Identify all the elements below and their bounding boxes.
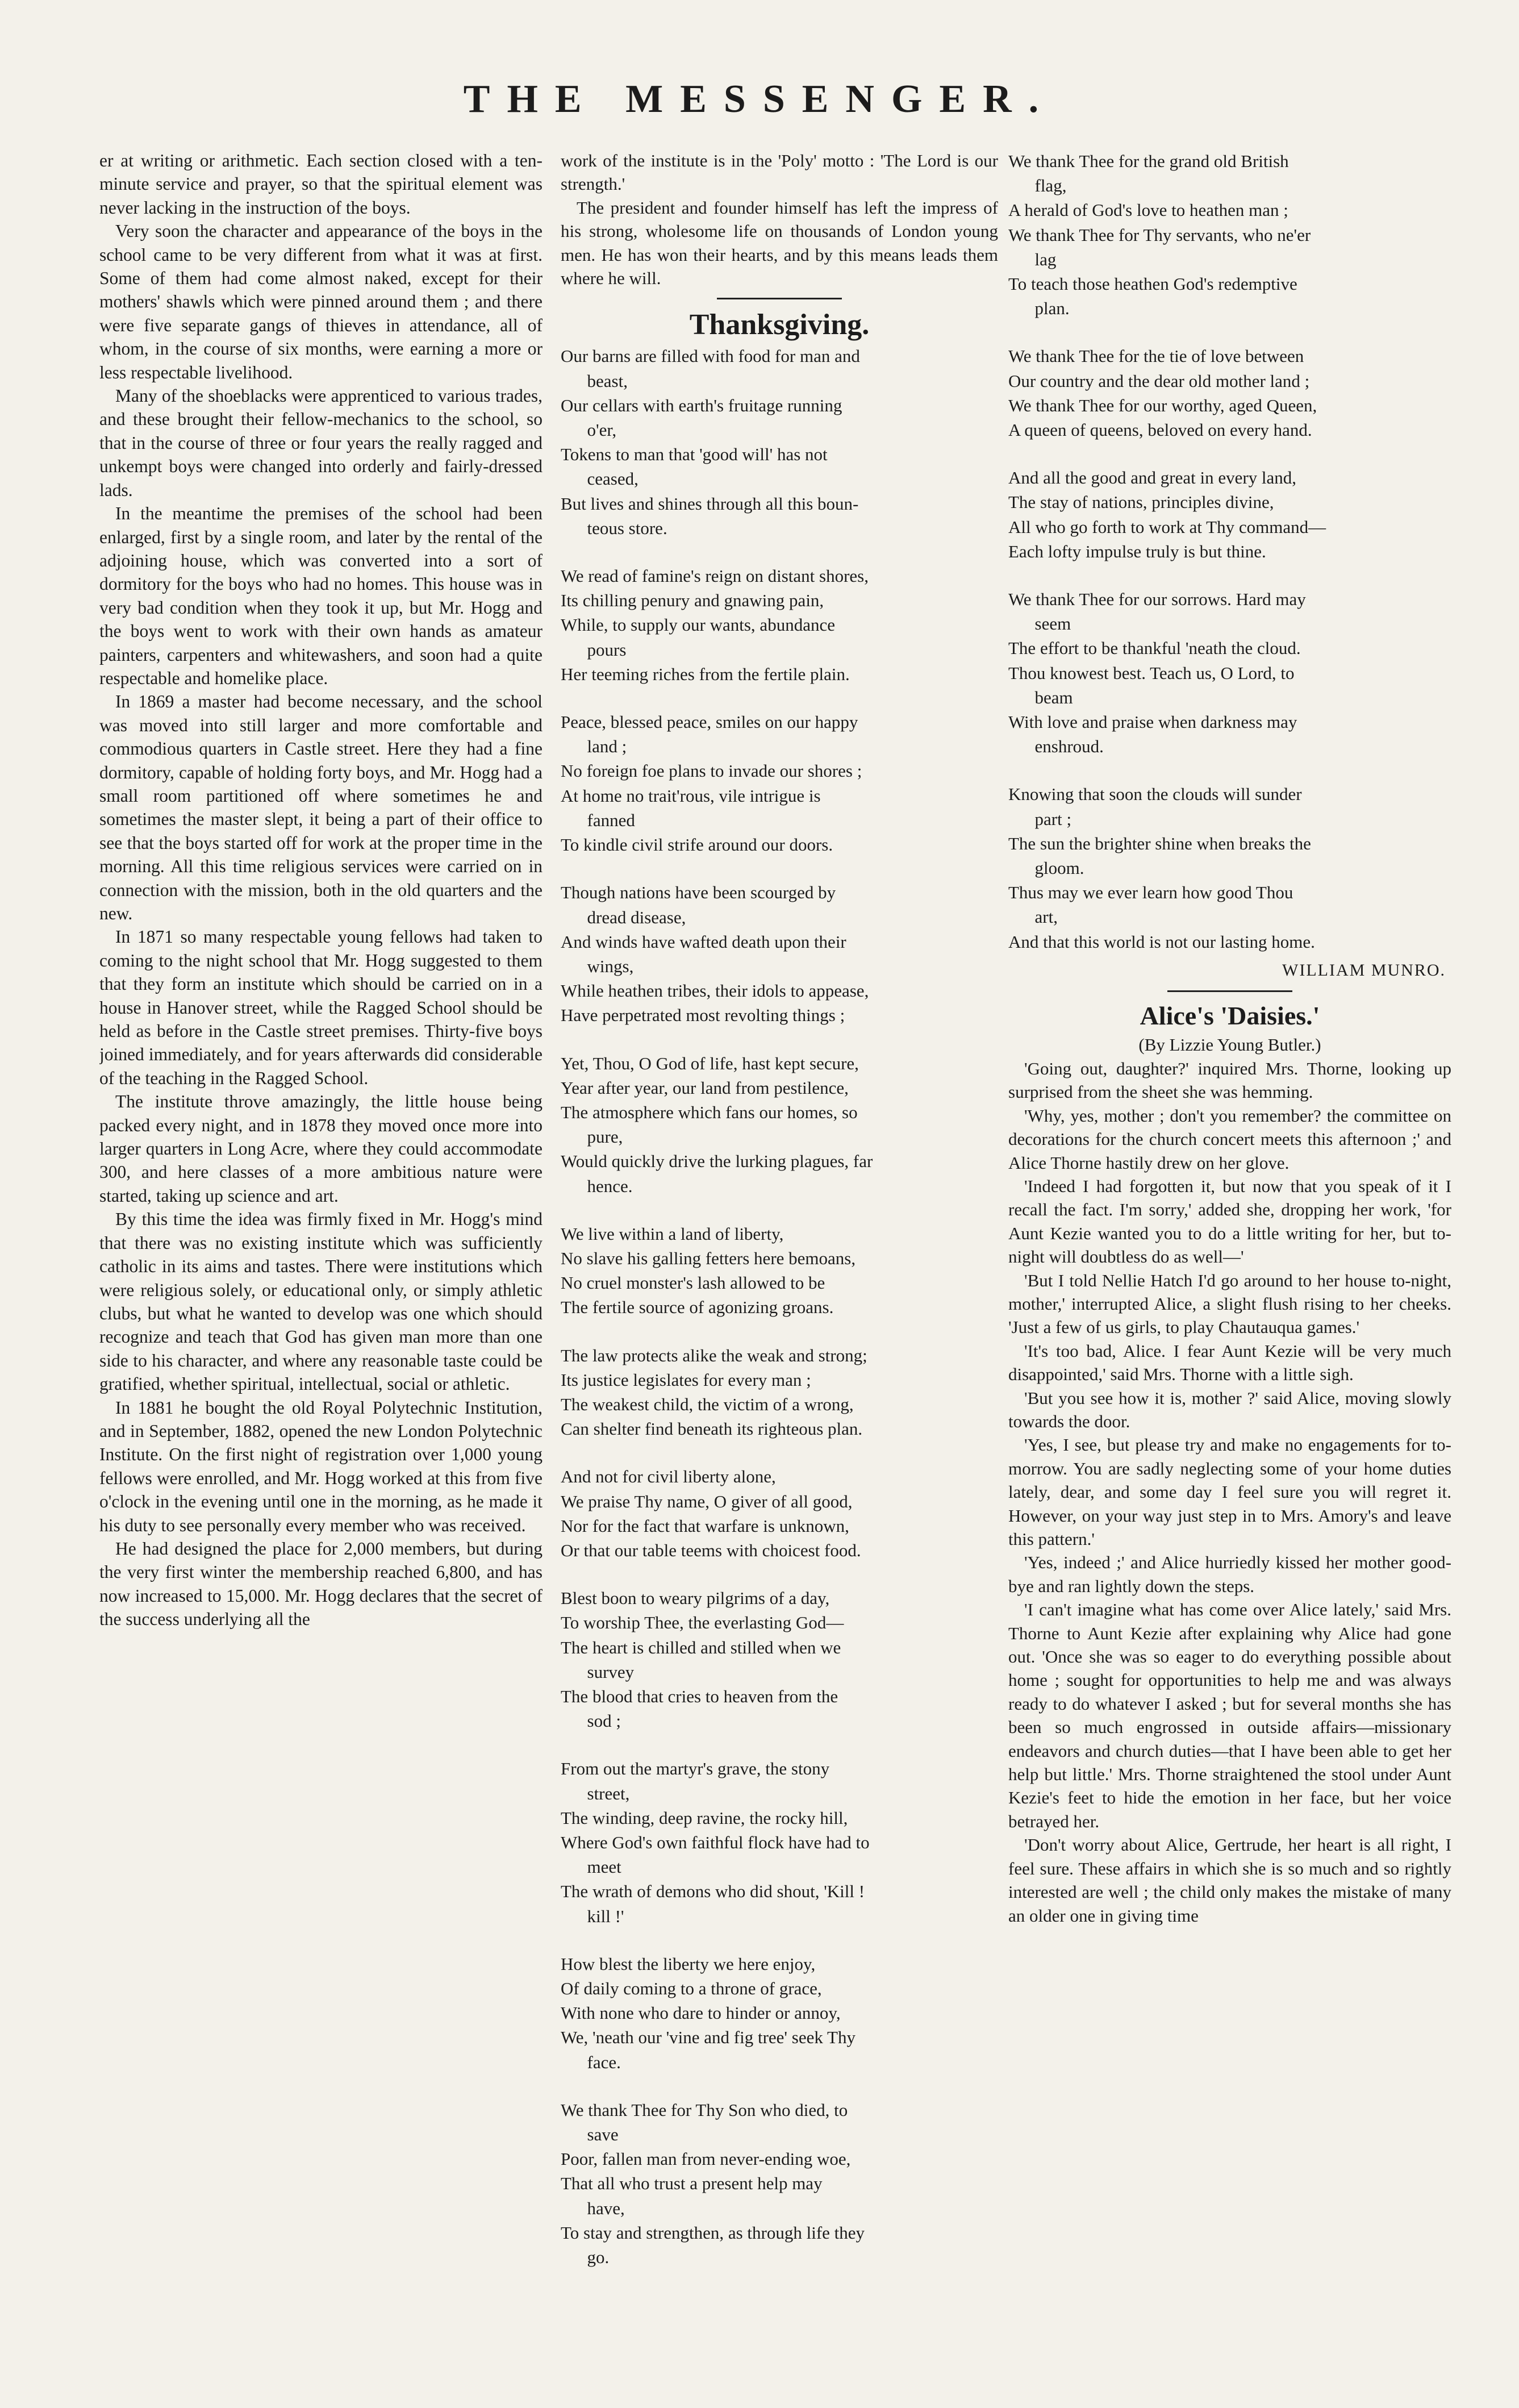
- article-paragraph: The president and founder himself has left the impress of his strong, wholesome life on thousands of London young men. He has won their hearts, and by this means leads them where he will.: [561, 197, 998, 289]
- poem-line: Her teeming riches from the fertile plain.: [561, 664, 850, 684]
- column-3: [1008, 149, 1451, 2353]
- poem-line: And not for civil liberty alone,: [561, 1467, 776, 1487]
- poem-line: wings,: [561, 956, 634, 976]
- poem-line: We thank Thee for Thy Son who died, to: [561, 2099, 848, 2120]
- poem-stanza: [561, 1464, 998, 1563]
- poem-line: go.: [561, 2247, 610, 2268]
- section-divider: [1167, 990, 1292, 992]
- story-paragraph: 'Yes, I see, but please try and make no engagements for to-morrow. You are sadly neglecting some of your home duties lately, dear, and some day I feel sure you will regret it. However, on your way just step in to Mrs. Amory's and leave this pattern.': [1008, 1435, 1451, 1549]
- poem-thanksgiving: [561, 344, 998, 2269]
- poem-stanza: [1008, 587, 1451, 759]
- poem-line: To teach those heathen God's redemptive: [1008, 274, 1297, 294]
- poem-line: Would quickly drive the lurking plagues, far: [561, 1151, 873, 1172]
- poem-line: Knowing that soon the clouds will sunder: [1008, 784, 1302, 805]
- poem-line: The law protects alike the weak and strong;: [561, 1345, 867, 1365]
- poem-line: gloom.: [1008, 858, 1084, 878]
- article-paragraph: He had designed the place for 2,000 members, but during the very first winter the membership reached 6,800, and has now increased to 15,000. Mr. Hogg declares that the secret of the success underlying all the: [99, 1538, 542, 1630]
- article-paragraph: er at writing or arithmetic. Each section closed with a ten-minute service and prayer, so that the spiritual element was never lacking in the instruction of the boys.: [99, 151, 542, 218]
- poem-line: survey: [561, 1661, 635, 1682]
- poem-line: kill !': [561, 1906, 624, 1926]
- poem-stanza: [561, 1952, 998, 2074]
- poem-stanza: [1008, 149, 1451, 320]
- poem-line: Nor for the fact that warfare is unknown,: [561, 1515, 849, 1536]
- column-1: [99, 149, 542, 2353]
- poem-line: And winds have wafted death upon their: [561, 931, 846, 952]
- article-paragraph: The institute throve amazingly, the little house being packed every night, and in 1878 they moved once more into larger quarters in Long Acre, where they could accommodate 300, and here classes of a more ambitious nature were started, taking up science and art.: [99, 1091, 542, 1206]
- poem-line: art,: [1008, 907, 1058, 927]
- poem-line: Poor, fallen man from never-ending woe,: [561, 2149, 851, 2169]
- poem-stanza: [561, 344, 998, 540]
- column-2: [561, 149, 998, 2353]
- poem-line: lag: [1008, 249, 1057, 269]
- poem-line: We thank Thee for our worthy, aged Queen,: [1008, 395, 1317, 415]
- poem-stanza: [561, 1343, 998, 1442]
- poem-line: To worship Thee, the everlasting God—: [561, 1613, 844, 1633]
- poem-line: The fertile source of agonizing groans.: [561, 1297, 834, 1318]
- poem-line: We praise Thy name, O giver of all good,: [561, 1491, 853, 1511]
- poem-line: Tokens to man that 'good will' has not: [561, 444, 828, 465]
- poem-line: seem: [1008, 614, 1071, 634]
- poem-stanza: [1008, 782, 1451, 953]
- poem-line: We thank Thee for the tie of love between: [1008, 346, 1304, 366]
- poem-line: We thank Thee for Thy servants, who ne'er: [1008, 224, 1311, 245]
- poem-line: beam: [1008, 687, 1073, 707]
- poem-line: Blest boon to weary pilgrims of a day,: [561, 1588, 830, 1609]
- story-body: [1008, 1057, 1451, 1927]
- poem-line: Where God's own faithful flock have had to: [561, 1832, 870, 1852]
- poem-thanksgiving-continued: [1008, 149, 1451, 954]
- poem-line: ceased,: [561, 469, 639, 489]
- poem-line: No slave his galling fetters here bemoans,: [561, 1248, 856, 1268]
- poem-line: But lives and shines through all this boun-: [561, 493, 859, 514]
- poem-line: The effort to be thankful 'neath the cloud.: [1008, 638, 1301, 659]
- story-paragraph: 'It's too bad, Alice. I fear Aunt Kezie will be very much disappointed,' said Mrs. Thorne with a little sigh.: [1008, 1340, 1451, 1385]
- poem-line: Thou knowest best. Teach us, O Lord, to: [1008, 663, 1295, 683]
- poem-line: Can shelter find beneath its righteous plan.: [561, 1419, 863, 1439]
- poem-stanza: [561, 1051, 998, 1198]
- poem-line: No foreign foe plans to invade our shores ;: [561, 761, 862, 781]
- poem-line: We thank Thee for our sorrows. Hard may: [1008, 589, 1306, 610]
- poem-line: dread disease,: [561, 907, 686, 927]
- poem-line: hence.: [561, 1176, 633, 1196]
- poem-line: A herald of God's love to heathen man ;: [1008, 200, 1288, 220]
- poem-line: We, 'neath our 'vine and fig tree' seek Thy: [561, 2027, 856, 2048]
- poem-line: Of daily coming to a throne of grace,: [561, 1978, 822, 1999]
- poem-line: Though nations have been scourged by: [561, 882, 836, 903]
- story-paragraph: 'Why, yes, mother ; don't you remember? the committee on decorations for the church concert meets this afternoon ;' and Alice Thorne hastily drew on her glove.: [1008, 1105, 1451, 1173]
- story-title: Alice's 'Daisies.': [1140, 1001, 1320, 1030]
- poem-line: save: [561, 2124, 619, 2145]
- poem-line: While, to supply our wants, abundance: [561, 615, 835, 635]
- poem-stanza: [561, 1222, 998, 1320]
- poem-stanza: [561, 1756, 998, 1928]
- poem-line: How blest the liberty we here enjoy,: [561, 1953, 816, 1974]
- poem-line: To stay and strengthen, as through life they: [561, 2222, 865, 2243]
- story-paragraph: 'Going out, daughter?' inquired Mrs. Thorne, looking up surprised from the sheet she was hemming.: [1008, 1058, 1451, 1102]
- poem-stanza: [1008, 465, 1451, 564]
- poem-line: With love and praise when darkness may: [1008, 712, 1297, 732]
- poem-line: Yet, Thou, O God of life, hast kept secure,: [561, 1053, 859, 1073]
- story-byline: (By Lizzie Young Butler.): [1138, 1034, 1321, 1055]
- poem-stanza: [561, 710, 998, 857]
- poem-line: Year after year, our land from pestilence,: [561, 1077, 849, 1098]
- article-paragraph: Many of the shoeblacks were apprenticed to various trades, and these brought their fellow-mechanics to the school, so that in the course of three or four years the really ragged and unkempt boys were changed into orderly and fairly-dressed lads.: [99, 386, 542, 500]
- poem-line: A queen of queens, beloved on every hand.: [1008, 420, 1312, 440]
- poem-line: part ;: [1008, 809, 1072, 829]
- section-divider: [717, 298, 842, 299]
- poem-line: Peace, blessed peace, smiles on our happy: [561, 712, 858, 732]
- article-paragraph: Very soon the character and appearance of the boys in the school came to be very different from what it was at first. Some of them had come almost naked, except for their mothers' shawls which were pinned around them ; and there were five separate gangs of thieves in attendance, all of whom, in the course of six months, were earning a more or less respectable livelihood.: [99, 221, 542, 382]
- story-paragraph: 'I can't imagine what has come over Alice lately,' said Mrs. Thorne to Aunt Kezie after explaining why Alice had gone out. 'Once she was so eager to do everything possible about home ; sought for opportunities to help me and was always ready to do whatever I asked ; but for several months she has been so much engrossed in outside affairs—missionary endeavors and church duties—that I have been able to get her help but little.' Mrs. Thorne straightened the stool under Aunt Kezie's feet to hide the emotion in her face, but her voice betrayed her.: [1008, 1599, 1451, 1831]
- article-paragraph: In the meantime the premises of the school had been enlarged, first by a single room, and later by the rental of the adjoining house, which was converted into a sort of dormitory for the boys who had no homes. This house was in very bad condition when they took it up, but Mr. Hogg and the boys went to work with their own hands as amateur painters, carpenters and whitewashers, and soon had a quite respectable and homelike place.: [99, 503, 542, 688]
- poem-line: sod ;: [561, 1711, 621, 1731]
- story-paragraph: 'But I told Nellie Hatch I'd go around to her house to-night, mother,' interrupted Alice, a slight flush rising to her cheeks. 'Just a few of us girls, to play Chautauqua games.': [1008, 1270, 1451, 1338]
- poem-line: From out the martyr's grave, the stony: [561, 1759, 830, 1779]
- poem-stanza: [561, 1586, 998, 1733]
- poem-line: fanned: [561, 810, 635, 830]
- masthead: THE MESSENGER.: [463, 77, 1056, 121]
- poem-title: Thanksgiving.: [689, 309, 870, 341]
- poem-line: plan.: [1008, 298, 1070, 319]
- poem-line: We read of famine's reign on distant shores,: [561, 566, 869, 586]
- poem-line: And that this world is not our lasting home.: [1008, 931, 1315, 952]
- story-paragraph: 'But you see how it is, mother ?' said Alice, moving slowly towards the door.: [1008, 1388, 1451, 1431]
- poem-stanza: [1008, 344, 1451, 442]
- poem-line: pure,: [561, 1127, 623, 1147]
- poem-line: teous store.: [561, 518, 667, 538]
- article-paragraph: work of the institute is in the 'Poly' motto : 'The Lord is our strength.': [561, 151, 998, 194]
- poem-line: To kindle civil strife around our doors.: [561, 835, 833, 855]
- poem-line: The weakest child, the victim of a wrong,: [561, 1394, 854, 1414]
- poem-line: No cruel monster's lash allowed to be: [561, 1273, 825, 1293]
- poem-line: have,: [561, 2198, 625, 2218]
- poem-line: land ;: [561, 736, 627, 757]
- poem-line: The heart is chilled and stilled when we: [561, 1637, 841, 1657]
- poem-line: The stay of nations, principles divine,: [1008, 492, 1274, 513]
- poem-line: The sun the brighter shine when breaks the: [1008, 833, 1311, 853]
- poem-line: Its justice legislates for every man ;: [561, 1369, 811, 1390]
- poem-line: face.: [561, 2052, 621, 2072]
- story-paragraph: 'Don't worry about Alice, Gertrude, her heart is all right, I feel sure. These affairs in which she is so much and so rightly interested are well ; the child only makes the mistake of many an older one in giving time: [1008, 1835, 1451, 1926]
- story-paragraph: 'Indeed I had forgotten it, but now that you speak of it I recall the fact. I'm sorry,' added she, dropping her work, 'for Aunt Kezie wanted you to do a little writing for her, but to-night will doubtless do as well—': [1008, 1176, 1451, 1267]
- poem-line: pours: [561, 639, 627, 660]
- poem-line: street,: [561, 1783, 630, 1803]
- poem-line: flag,: [1008, 176, 1067, 196]
- poem-stanza: [561, 564, 998, 686]
- poem-line: At home no trait'rous, vile intrigue is: [561, 785, 821, 806]
- poem-line: The atmosphere which fans our homes, so: [561, 1102, 858, 1122]
- article-paragraph: In 1869 a master had become necessary, and the school was moved into still larger and more comfortable and commodious quarters in Castle street. Here they had a fine dormitory, capable of holding forty boys, and Mr. Hogg had a small room partitioned off where sometimes he and sometimes the master slept, it being a part of their office to see that the boys started off for work at the proper time in the morning. All this time religious services were carried on in connection with the mission, both in the old quarters and the new.: [99, 691, 542, 923]
- poem-stanza: [561, 880, 998, 1027]
- poem-stanza: [561, 2098, 998, 2269]
- poem-line: The blood that cries to heaven from the: [561, 1686, 838, 1706]
- poem-line: Our country and the dear old mother land ;: [1008, 370, 1310, 391]
- story-paragraph: 'Yes, indeed ;' and Alice hurriedly kissed her mother good-bye and ran lightly down the steps.: [1008, 1552, 1451, 1596]
- poem-line: Or that our table teems with choicest food.: [561, 1540, 861, 1560]
- article-paragraph: In 1871 so many respectable young fellows had taken to coming to the night school that Mr. Hogg suggested to them that they form an institute which should be carried on in a house in Hanover street, while the Ragged School should be held as before in the Castle street premises. Thirty-five boys joined immediately, and for years afterwards did considerable of the teaching in the Ragged School.: [99, 927, 542, 1088]
- poem-line: Each lofty impulse truly is but thine.: [1008, 541, 1266, 561]
- poem-line: The wrath of demons who did shout, 'Kill !: [561, 1881, 865, 1902]
- article-paragraph: By this time the idea was firmly fixed in Mr. Hogg's mind that there was no existing institute which was sufficiently catholic in its aims and tastes. There were institutions which were religious solely, or educational only, or simply athletic clubs, but what he wanted to develop was one which should recognize and teach that God has given man more than one side to his character, and where any reasonable taste could be gratified, whether spiritual, intellectual, social or athletic.: [99, 1209, 542, 1394]
- article-paragraph: In 1881 he bought the old Royal Polytechnic Institution, and in September, 1882, opened the new London Polytechnic Institute. On the first night of registration over 1,000 young fellows were enrolled, and Mr. Hogg worked at this from five o'clock in the evening until one in the morning, as he made it his duty to see personally every member who was received.: [99, 1397, 542, 1535]
- poem-signature: WILLIAM MUNRO.: [1282, 960, 1446, 980]
- poem-line: With none who dare to hinder or annoy,: [561, 2003, 841, 2023]
- poem-line: meet: [561, 1857, 621, 1877]
- poem-line: beast,: [561, 370, 628, 391]
- poem-line: We live within a land of liberty,: [561, 1223, 784, 1244]
- poem-line: enshroud.: [1008, 736, 1104, 757]
- poem-line: We thank Thee for the grand old British: [1008, 151, 1289, 171]
- poem-line: Our barns are filled with food for man and: [561, 346, 860, 366]
- poem-line: And all the good and great in every land,: [1008, 468, 1297, 488]
- poem-line: The winding, deep ravine, the rocky hill,: [561, 1807, 848, 1828]
- poem-line: Thus may we ever learn how good Thou: [1008, 882, 1293, 903]
- poem-line: Its chilling penury and gnawing pain,: [561, 590, 824, 611]
- poem-line: Have perpetrated most revolting things ;: [561, 1005, 845, 1026]
- poem-line: o'er,: [561, 420, 617, 440]
- poem-line: While heathen tribes, their idols to appease,: [561, 981, 869, 1001]
- poem-line: That all who trust a present help may: [561, 2173, 823, 2194]
- poem-line: All who go forth to work at Thy command—: [1008, 516, 1326, 537]
- poem-line: Our cellars with earth's fruitage running: [561, 395, 842, 415]
